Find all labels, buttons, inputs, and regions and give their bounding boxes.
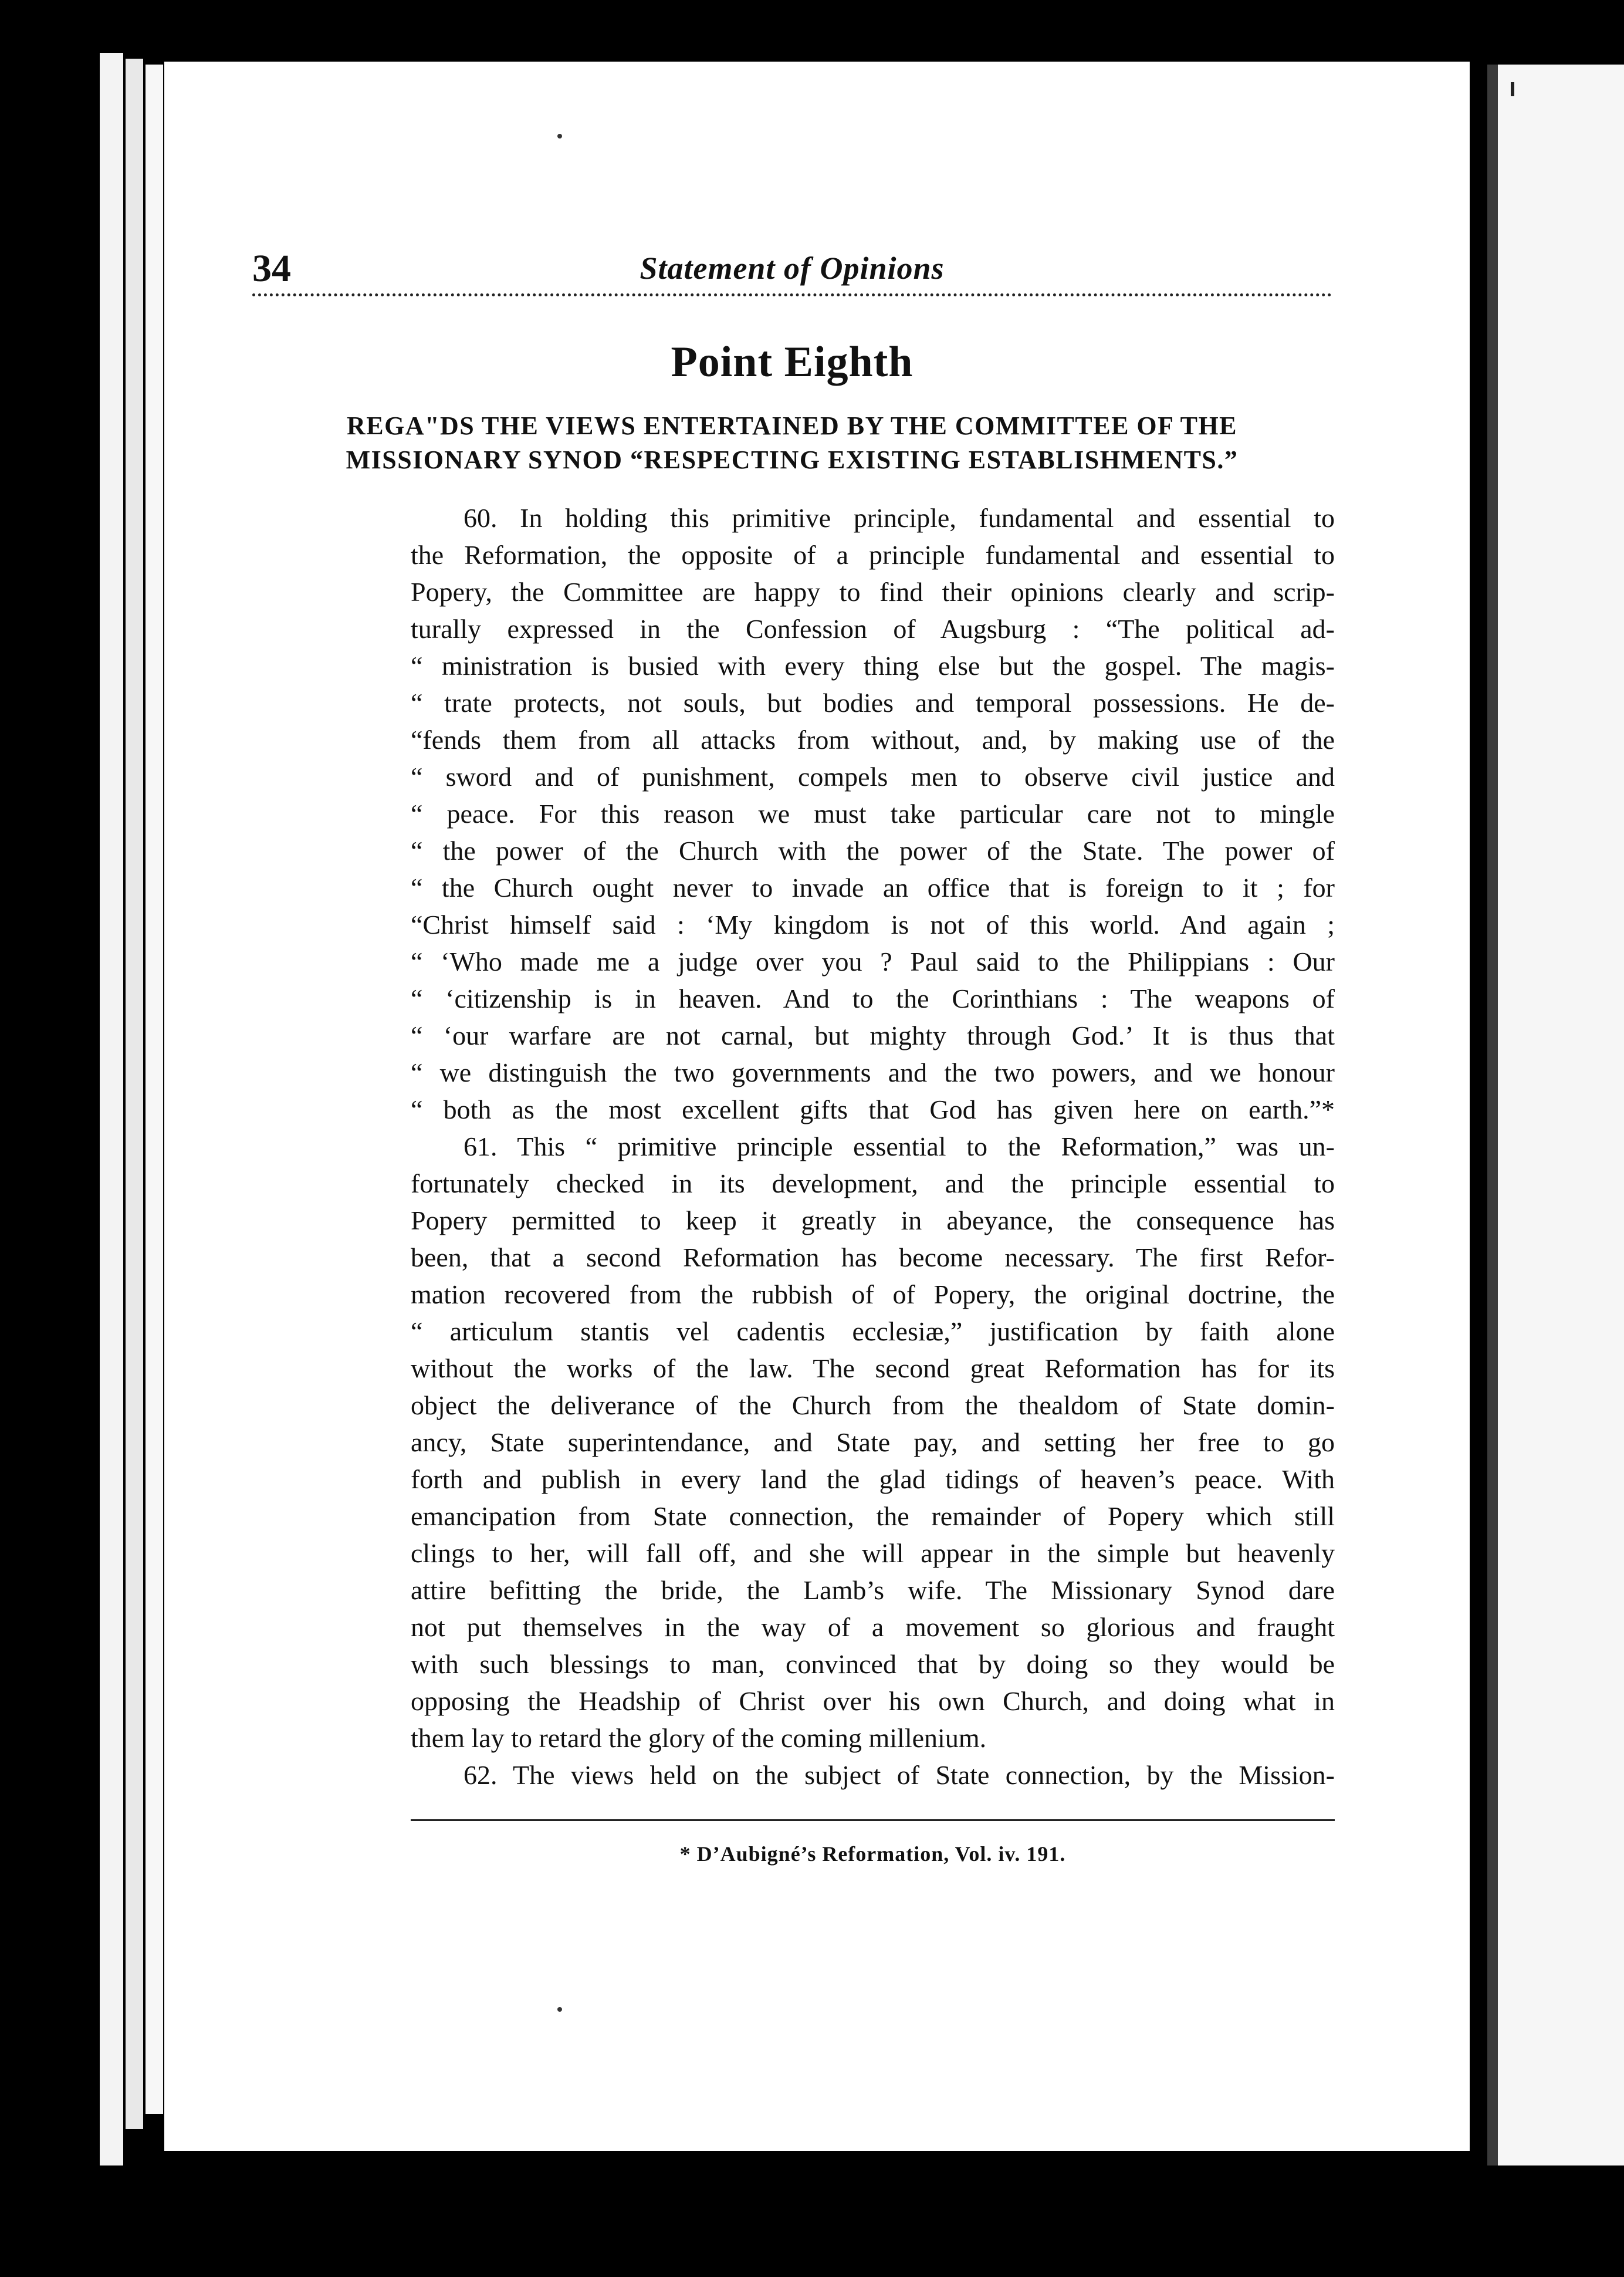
running-head <box>252 246 1332 288</box>
section-heading-line: REGA"DS THE VIEWS ENTERTAINED BY THE COMMITTEE OF THE <box>346 411 1238 440</box>
section-title: Point Eighth <box>671 338 914 386</box>
text-line: clings to her, will fall off, and she will appear in the simple but heavenly <box>411 1538 1335 1568</box>
section-heading-line: MISSIONARY SYNOD “RESPECTING EXISTING ESTABLISHMENTS.” <box>346 445 1239 474</box>
gutter-shadow <box>1487 65 1498 2165</box>
text-line: “fends them from all attacks from without, and, by making use of the <box>411 725 1335 755</box>
text-line: not put themselves in the way of a movement so glorious and fraught <box>411 1612 1335 1642</box>
text-line: “ the Church ought never to invade an office that is foreign to it ; for <box>411 873 1335 903</box>
facing-page-edge <box>1487 65 1624 2165</box>
text-line: “ the power of the Church with the power of the State. The power of <box>411 836 1335 866</box>
text-line: attire befitting the bride, the Lamb’s wife. The Missionary Synod dare <box>411 1575 1335 1605</box>
text-line: emancipation from State connection, the remainder of Popery which still <box>411 1501 1335 1531</box>
text-line: “Christ himself said : ‘My kingdom is not of this world. And again ; <box>411 910 1335 940</box>
text-line: “ ‘Who made me a judge over you ? Paul said to the Philippians : Our <box>411 947 1335 977</box>
text-line: “ sword and of punishment, compels men to observe civil justice and <box>411 762 1335 792</box>
footnote: * D’Aubigné’s Reformation, Vol. iv. 191. <box>679 1842 1066 1866</box>
page-edge <box>100 53 123 2165</box>
text-line: object the deliverance of the Church from the thealdom of State domin- <box>411 1390 1335 1420</box>
text-line: ancy, State superintendance, and State pay, and setting her free to go <box>411 1427 1335 1457</box>
facing-page-mark <box>1511 82 1514 96</box>
text-line: “ trate protects, not souls, but bodies and temporal possessions. He de- <box>411 688 1335 718</box>
text-line: “ ‘our warfare are not carnal, but mighty through God.’ It is thus that <box>411 1021 1335 1050</box>
header-rule <box>252 293 1332 296</box>
text-line: “ ministration is busied with every thing else but the gospel. The magis- <box>411 651 1335 681</box>
text-line: fortunately checked in its development, and the principle essential to <box>411 1168 1335 1198</box>
paper-speck <box>557 2007 562 2012</box>
text-line: “ peace. For this reason we must take particular care not to mingle <box>411 799 1335 829</box>
text-line: mation recovered from the rubbish of of Popery, the original doctrine, the <box>411 1279 1335 1309</box>
text-line: the Reformation, the opposite of a principle fundamental and essential to <box>411 540 1335 570</box>
text-line: “ both as the most excellent gifts that God has given here on earth.”* <box>411 1094 1335 1124</box>
text-line: them lay to retard the glory of the coming millenium. <box>411 1723 987 1753</box>
page-edge <box>146 65 163 2114</box>
text-line: been, that a second Reformation has become necessary. The first Refor- <box>411 1242 1335 1272</box>
page-number: 34 <box>252 247 291 290</box>
text-line: forth and publish in every land the glad tidings of heaven’s peace. With <box>411 1464 1335 1494</box>
paper-speck <box>557 134 562 138</box>
text-line: Popery, the Committee are happy to find their opinions clearly and scrip- <box>411 577 1335 607</box>
text-line: 62. The views held on the subject of State connection, by the Mission- <box>463 1760 1335 1790</box>
footnote-rule <box>411 1819 1335 1821</box>
text-line: opposing the Headship of Christ over his own Church, and doing what in <box>411 1686 1335 1716</box>
text-line: Popery permitted to keep it greatly in abeyance, the consequence has <box>411 1205 1335 1235</box>
text-line: “ articulum stantis vel cadentis ecclesiæ,” justification by faith alone <box>411 1316 1335 1346</box>
text-line: without the works of the law. The second great Reformation has for its <box>411 1353 1335 1383</box>
page-edge <box>126 59 143 2129</box>
text-line: with such blessings to man, convinced that by doing so they would be <box>411 1649 1335 1679</box>
text-line: turally expressed in the Confession of Augsburg : “The political ad- <box>411 614 1335 644</box>
text-line: “ ‘citizenship is in heaven. And to the Corinthians : The weapons of <box>411 984 1335 1013</box>
text-line: “ we distinguish the two governments and the two powers, and we honour <box>411 1058 1335 1087</box>
text-line: 60. In holding this primitive principle, fundamental and essential to <box>463 503 1335 533</box>
text-line: 61. This “ primitive principle essential to the Reformation,” was un- <box>463 1131 1335 1161</box>
running-title: Statement of Opinions <box>640 251 945 286</box>
